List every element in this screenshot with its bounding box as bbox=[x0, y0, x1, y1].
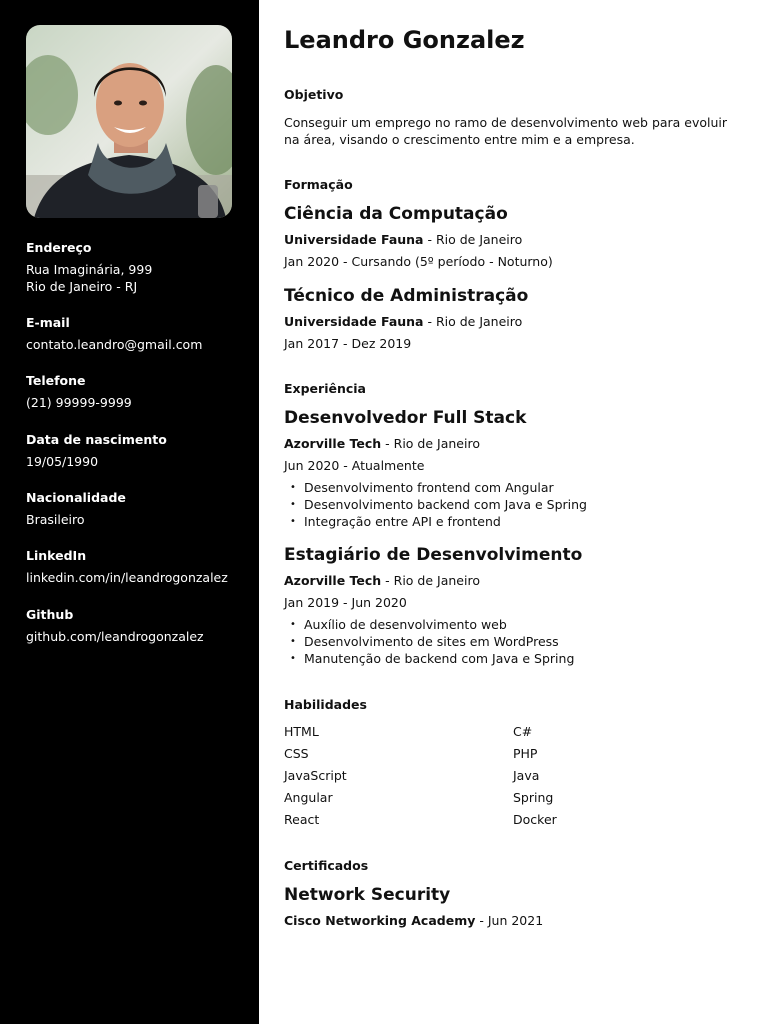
contact-linkedin bbox=[26, 547, 228, 586]
contact-birth bbox=[26, 431, 167, 470]
experience-company-line bbox=[284, 572, 480, 589]
experience-company-line bbox=[284, 435, 480, 452]
education-institution: Universidade Fauna bbox=[284, 232, 424, 247]
contact-phone-value: (21) 99999-9999 bbox=[26, 395, 132, 410]
education-title: Técnico de Administração bbox=[284, 286, 529, 306]
experience-bullets bbox=[284, 479, 587, 530]
experience-bullet: • Desenvolvimento backend com Java e Spring bbox=[284, 496, 587, 513]
skills-heading: Habilidades bbox=[284, 697, 367, 712]
certificate-issuer: Cisco Networking Academy bbox=[284, 913, 476, 928]
experience-heading: Experiência bbox=[284, 381, 366, 396]
education-location: - Rio de Janeiro bbox=[423, 232, 523, 247]
contact-email-label: E-mail bbox=[26, 315, 70, 330]
experience-bullet: • Integração entre API e frontend bbox=[284, 513, 587, 530]
experience-bullets bbox=[284, 616, 574, 667]
experience-bullet: • Desenvolvimento frontend com Angular bbox=[284, 479, 587, 496]
experience-bullet: • Auxílio de desenvolvimento web bbox=[284, 616, 574, 633]
contact-linkedin-value[interactable]: linkedin.com/in/leandrogonzalez bbox=[26, 570, 228, 585]
contact-email-value[interactable]: contato.leandro@gmail.com bbox=[26, 337, 203, 352]
contact-nationality-value: Brasileiro bbox=[26, 512, 85, 527]
experience-company: Azorville Tech bbox=[284, 436, 382, 451]
skill-item: JavaScript bbox=[284, 768, 347, 783]
education-heading: Formação bbox=[284, 177, 353, 192]
skill-item: React bbox=[284, 812, 320, 827]
experience-period: Jan 2019 - Jun 2020 bbox=[284, 595, 407, 610]
contact-address-label: Endereço bbox=[26, 240, 92, 255]
profile-photo-illustration bbox=[26, 25, 232, 218]
resume-name: Leandro Gonzalez bbox=[284, 26, 525, 54]
contact-address bbox=[26, 239, 152, 295]
education-institution: Universidade Fauna bbox=[284, 314, 424, 329]
skill-item: Spring bbox=[513, 790, 554, 805]
objective-text: Conseguir um emprego no ramo de desenvolvimento web para evoluir na área, visando o crescimento entre mim e a empresa. bbox=[284, 115, 728, 147]
contact-linkedin-label: LinkedIn bbox=[26, 548, 87, 563]
certificate-date: - Jun 2021 bbox=[475, 913, 544, 928]
experience-title: Desenvolvedor Full Stack bbox=[284, 408, 527, 428]
experience-bullet: • Desenvolvimento de sites em WordPress bbox=[284, 633, 574, 650]
contact-nationality bbox=[26, 489, 126, 528]
experience-location: - Rio de Janeiro bbox=[381, 436, 480, 451]
skill-item: HTML bbox=[284, 724, 319, 739]
contact-address-value: Rua Imaginária, 999 Rio de Janeiro - RJ bbox=[26, 262, 153, 294]
profile-photo bbox=[26, 25, 232, 218]
education-institution-line bbox=[284, 231, 522, 248]
contact-github bbox=[26, 606, 204, 645]
skill-item: Angular bbox=[284, 790, 333, 805]
skill-item: Java bbox=[513, 768, 540, 783]
contact-github-label: Github bbox=[26, 607, 74, 622]
contact-github-value[interactable]: github.com/leandrogonzalez bbox=[26, 629, 204, 644]
objective-heading: Objetivo bbox=[284, 87, 344, 102]
skill-item: Docker bbox=[513, 812, 557, 827]
skill-item: C# bbox=[513, 724, 533, 739]
skill-item: PHP bbox=[513, 746, 538, 761]
experience-location: - Rio de Janeiro bbox=[381, 573, 480, 588]
contact-phone bbox=[26, 372, 132, 411]
education-institution-line bbox=[284, 313, 522, 330]
certificate-issuer-line bbox=[284, 912, 543, 929]
experience-company: Azorville Tech bbox=[284, 573, 382, 588]
experience-bullet: • Manutenção de backend com Java e Spring bbox=[284, 650, 574, 667]
education-location: - Rio de Janeiro bbox=[423, 314, 523, 329]
contact-email bbox=[26, 314, 202, 353]
skill-item: CSS bbox=[284, 746, 309, 761]
experience-title: Estagiário de Desenvolvimento bbox=[284, 545, 583, 565]
education-period: Jan 2020 - Cursando (5º período - Noturno) bbox=[284, 254, 553, 269]
certificate-title: Network Security bbox=[284, 885, 451, 905]
contact-birth-label: Data de nascimento bbox=[26, 432, 167, 447]
contact-birth-value: 19/05/1990 bbox=[26, 454, 99, 469]
sidebar bbox=[0, 0, 259, 1024]
education-title: Ciência da Computação bbox=[284, 204, 508, 224]
contact-phone-label: Telefone bbox=[26, 373, 86, 388]
certificates-heading: Certificados bbox=[284, 858, 369, 873]
contact-nationality-label: Nacionalidade bbox=[26, 490, 126, 505]
education-period: Jan 2017 - Dez 2019 bbox=[284, 336, 412, 351]
experience-period: Jun 2020 - Atualmente bbox=[284, 458, 425, 473]
